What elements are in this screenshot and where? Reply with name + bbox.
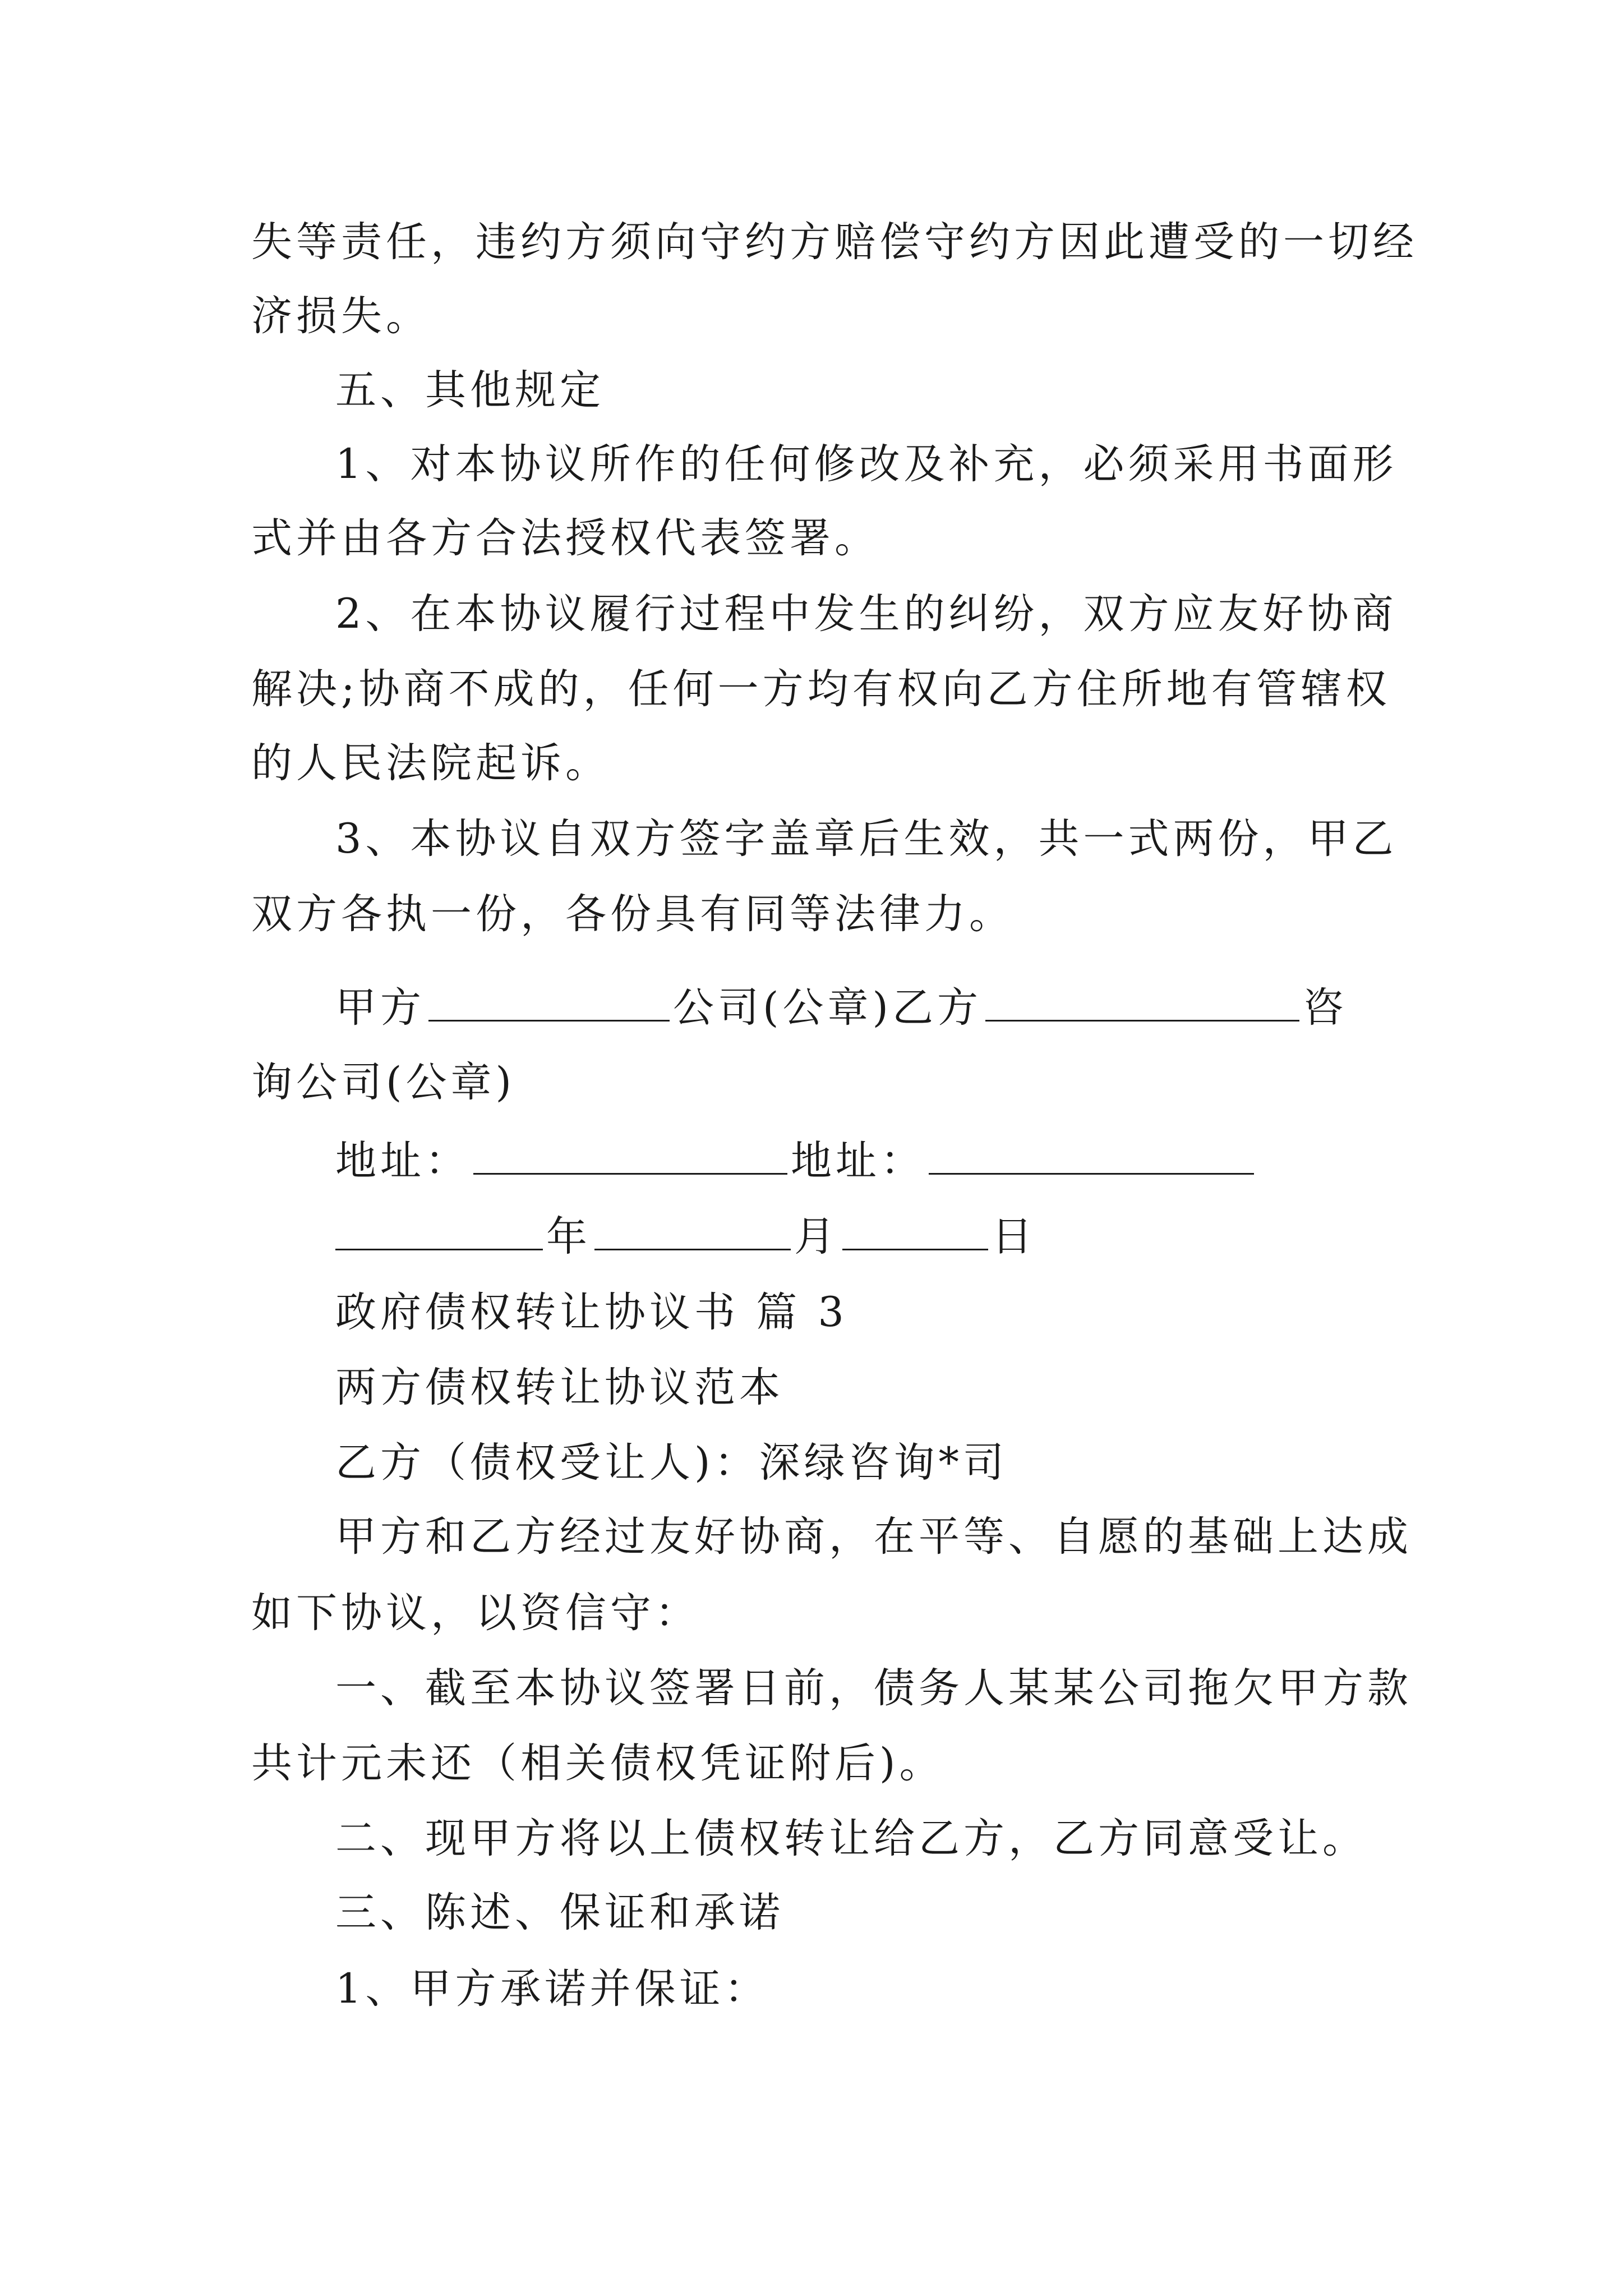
paragraph-line: 二、现甲方将以上债权转让给乙方，乙方同意受让。	[335, 1815, 1367, 1862]
paragraph-line: 共计元未还（相关债权凭证附后)。	[251, 1740, 944, 1787]
paragraph-line: 两方债权转让协议范本	[335, 1364, 784, 1411]
address-label-1: 地址：	[335, 1137, 470, 1185]
address-blank-2	[929, 1134, 1254, 1175]
year-label: 年	[546, 1213, 591, 1260]
paragraph-line: 失等责任，违约方须向守约方赔偿守约方因此遭受的一切经	[251, 218, 1418, 266]
section-heading: 三、陈述、保证和承诺	[335, 1889, 784, 1936]
paragraph-line: 的人民法院起诉。	[251, 739, 610, 787]
address-label-2: 地址：	[791, 1137, 925, 1185]
paragraph-line: 1、对本协议所作的任何修改及补充，必须采用书面形	[335, 440, 1398, 488]
section-heading: 五、其他规定	[335, 366, 605, 414]
party-b-blank	[985, 981, 1299, 1022]
address-blank-1	[473, 1134, 787, 1175]
party-a-label: 甲方	[335, 984, 425, 1032]
year-blank	[335, 1209, 543, 1250]
paragraph-line: 甲方和乙方经过友好协商，在平等、自愿的基础上达成	[335, 1513, 1412, 1561]
party-a-blank	[428, 981, 670, 1022]
paragraph-line: 2、在本协议履行过程中发生的纠纷，双方应友好协商	[335, 590, 1398, 638]
company-seal-label: 公司(公章)乙方	[673, 984, 982, 1032]
paragraph-line: 3、本协议自双方签字盖章后生效，共一式两份，甲乙	[335, 815, 1398, 863]
paragraph-line: 1、甲方承诺并保证：	[335, 1965, 769, 2013]
day-label: 日	[992, 1213, 1036, 1260]
day-blank	[842, 1209, 988, 1250]
paragraph-line: 一、截至本协议签署日前，债务人某某公司拖欠甲方款	[335, 1664, 1412, 1712]
paragraph-line: 式并由各方合法授权代表签署。	[251, 514, 879, 562]
paragraph-line: 解决;协商不成的，任何一方均有权向乙方住所地有管辖权	[251, 665, 1391, 713]
paragraph-line: 如下协议，以资信守：	[251, 1589, 700, 1637]
date-line	[335, 1209, 1463, 1265]
month-label: 月	[794, 1213, 839, 1260]
paragraph-line: 双方各执一份，各份具有同等法律力。	[251, 890, 1014, 938]
paragraph-line: 济损失。	[251, 292, 431, 340]
signature-line-2: 询公司(公章)	[251, 1059, 515, 1106]
signature-line	[335, 980, 1463, 1036]
paragraph-line: 乙方（债权受让人)：深绿咨询*司	[335, 1439, 1008, 1487]
address-line	[335, 1133, 1463, 1189]
signature-suffix: 咨	[1302, 984, 1348, 1032]
month-blank	[594, 1209, 791, 1250]
section-title: 政府债权转让协议书 篇 3	[335, 1289, 848, 1336]
